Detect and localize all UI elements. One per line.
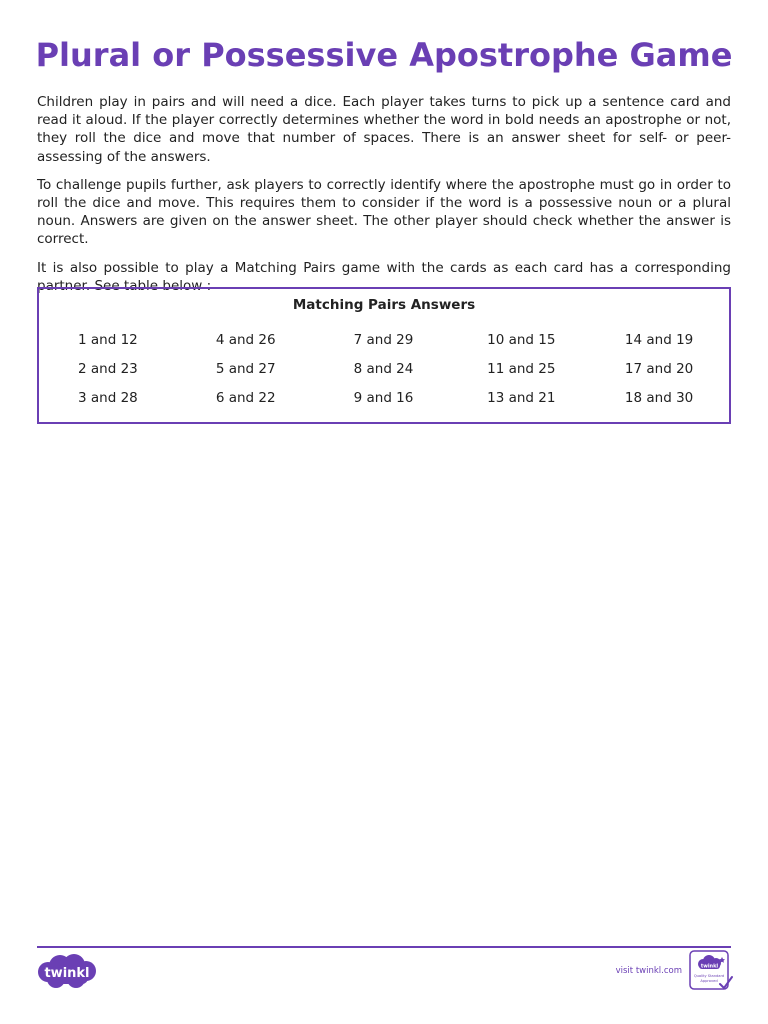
table-cell: 11 and 25 bbox=[487, 360, 556, 377]
twinkl-logo-text: twinkl bbox=[44, 966, 90, 981]
intro-text bbox=[37, 93, 731, 305]
paragraph-matching-pairs: It is also possible to play a Matching Pairs game with the cards as each card has a corresponding partner. See table below : bbox=[37, 259, 731, 294]
table-cell: 17 and 20 bbox=[624, 360, 694, 377]
table-cell: 3 and 28 bbox=[78, 389, 138, 406]
matching-pairs-table bbox=[37, 287, 731, 424]
quality-standard-badge bbox=[689, 950, 733, 992]
twinkl-logo[interactable] bbox=[36, 952, 98, 990]
table-cell: 2 and 23 bbox=[78, 360, 138, 377]
table-cell: 14 and 19 bbox=[624, 332, 694, 348]
table-row bbox=[39, 360, 729, 389]
table-cell: 18 and 30 bbox=[624, 389, 694, 406]
paragraph-how-to-play: Children play in pairs and will need a dice. Each player takes turns to pick up a sentence card and read it aloud. If the player correctly determines whether the word in bold needs an apostrophe or not, they roll the dice and move that number of spaces. There is an answer sheet for self- or peer-assessing of the answers. bbox=[37, 94, 731, 165]
table-cell: 7 and 29 bbox=[353, 332, 414, 348]
paragraph-challenge: To challenge pupils further, ask players to correctly identify where the apostrophe must go in order to roll the dice and move. This requires them to consider if the word is a possessive noun or a plural noun. Answers are given on the answer sheet. The other player should check whether the answer is correct. bbox=[37, 176, 731, 248]
table-row bbox=[39, 331, 729, 360]
page-title: Plural or Possessive Apostrophe Game bbox=[35, 36, 733, 74]
table-cell: 6 and 22 bbox=[215, 389, 276, 406]
footer-divider bbox=[37, 946, 731, 948]
badge-brand-text: twinkl bbox=[700, 963, 719, 970]
badge-quality-text: Quality Standard bbox=[693, 974, 725, 978]
table-cell: 1 and 12 bbox=[78, 332, 138, 348]
matching-pairs-title: Matching Pairs Answers bbox=[292, 297, 476, 313]
table-cell: 10 and 15 bbox=[487, 332, 556, 348]
table-row bbox=[39, 389, 729, 418]
table-cell: 8 and 24 bbox=[353, 360, 414, 377]
table-cell: 13 and 21 bbox=[487, 389, 556, 406]
badge-approved-text: Approved bbox=[700, 979, 718, 983]
matching-pairs-grid bbox=[39, 331, 729, 417]
table-cell: 9 and 16 bbox=[353, 389, 414, 406]
table-cell: 5 and 27 bbox=[215, 360, 276, 377]
table-cell: 4 and 26 bbox=[215, 332, 276, 348]
visit-twinkl-link[interactable]: visit twinkl.com bbox=[615, 966, 682, 976]
